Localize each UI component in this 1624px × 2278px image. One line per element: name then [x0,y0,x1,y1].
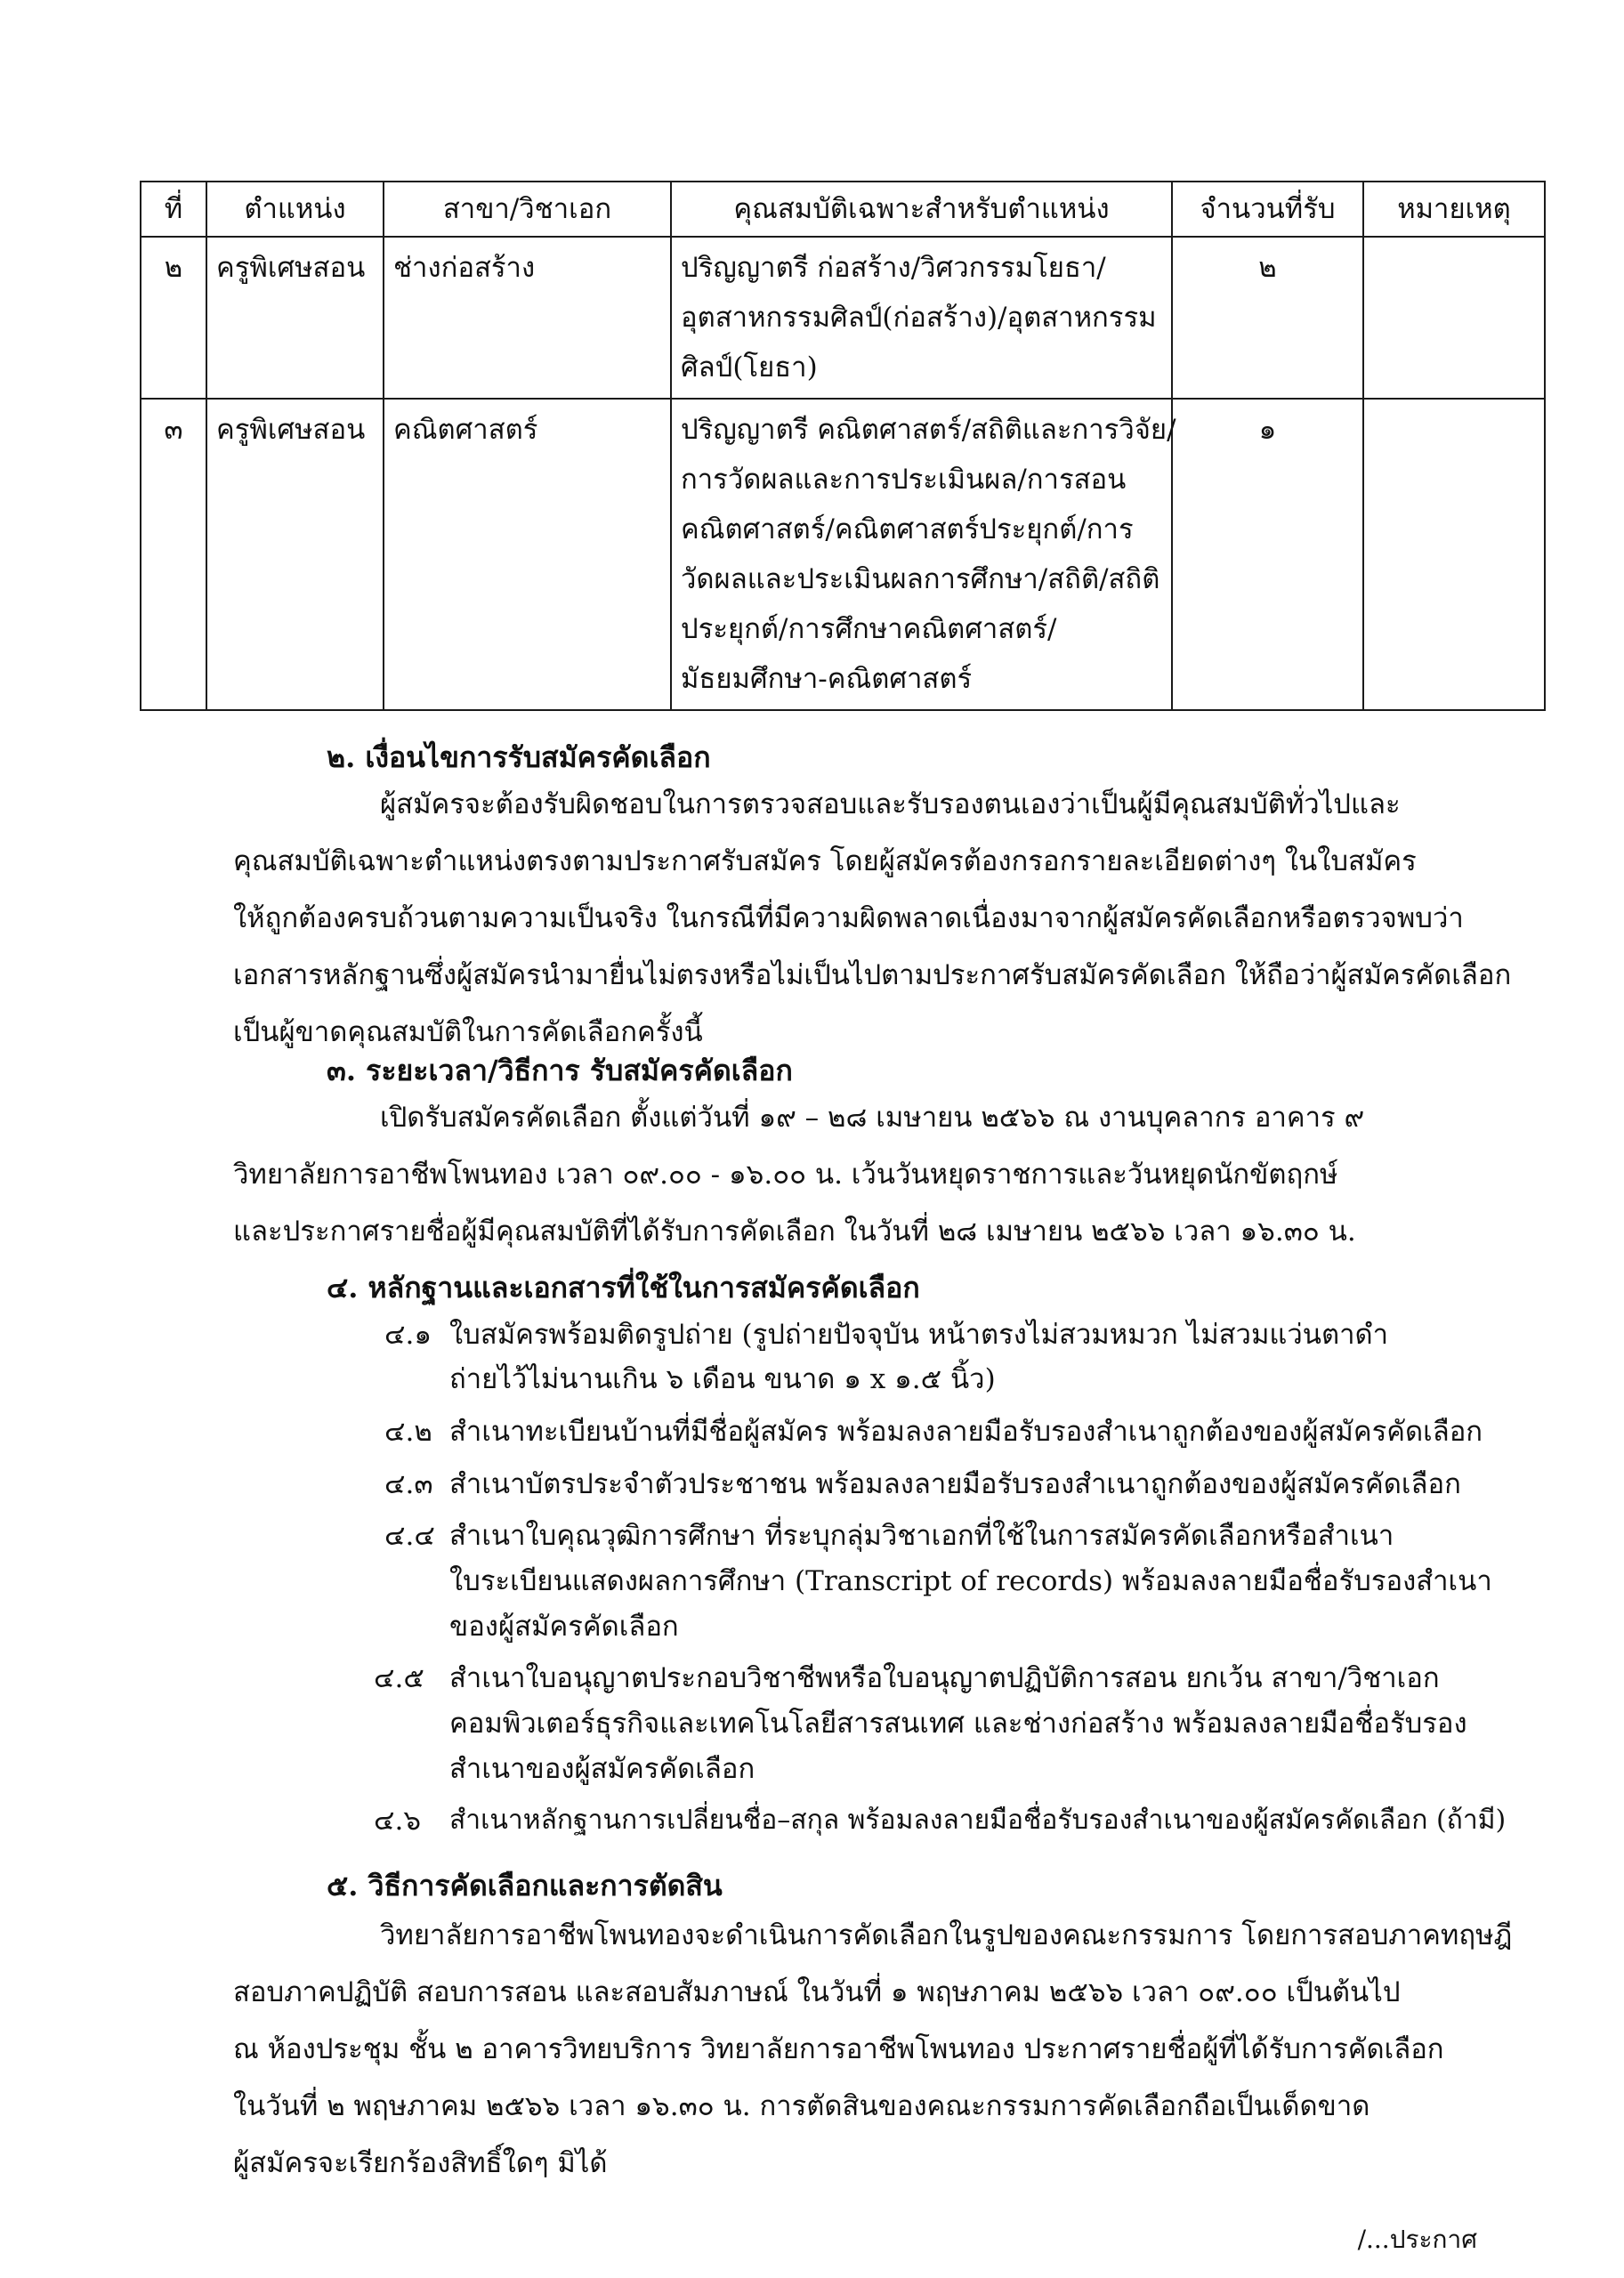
section-5-heading: ๕. วิธีการคัดเลือกและการตัดสิน [327,1869,723,1902]
section-2-line: เอกสารหลักฐานซึ่งผู้สมัครนำมายื่นไม่ตรงหรือไม่เป็นไปตามประกาศรับสมัครคัดเลือก ให้ถือว่าผู้สมัครคัดเลือก [233,959,1512,991]
next-page-marker: /...ประกาศ [1357,2225,1477,2254]
item-4-6-label: ๔.๖ [374,1805,421,1837]
item-4-4-line: สำเนาใบคุณวุฒิการศึกษา ที่ระบุกลุ่มวิชาเอกที่ใช้ในการสมัครคัดเลือกหรือสำเนา [449,1520,1394,1552]
header-qualification: คุณสมบัติเฉพาะสำหรับตำแหน่ง [671,182,1172,237]
table-header-row [141,182,1545,237]
table-row [141,237,1545,399]
cell-remark [1363,399,1545,710]
qualification-line: ปริญญาตรี คณิตศาสตร์/สถิติและการวิจัย/ [681,414,1176,446]
section-2-heading: ๒. เงื่อนไขการรับสมัครคัดเลือก [327,740,711,774]
section-5-line: สอบภาคปฏิบัติ สอบการสอน และสอบสัมภาษณ์ ในวันที่ ๑ พฤษภาคม ๒๕๖๖ เวลา ๐๙.๐๐ เป็นต้นไป [233,1976,1401,2008]
section-5-line: ผู้สมัครจะเรียกร้องสิทธิ์ใดๆ มิได้ [233,2147,608,2179]
cell-remark [1363,237,1545,399]
item-4-4-label: ๔.๔ [384,1520,435,1552]
cell-qualification [671,399,1176,710]
cell-count: ๒ [1172,237,1363,399]
section-2-line: เป็นผู้ขาดคุณสมบัติในการคัดเลือกครั้งนี้ [233,1016,703,1048]
qualification-line: ศิลป์(โยธา) [681,351,818,384]
section-5-line: วิทยาลัยการอาชีพโพนทองจะดำเนินการคัดเลือกในรูปของคณะกรรมการ โดยการสอบภาคทฤษฎี [380,1919,1513,1951]
item-4-3-line: สำเนาบัตรประจำตัวประชาชน พร้อมลงลายมือรับรองสำเนาถูกต้องของผู้สมัครคัดเลือก [449,1468,1461,1500]
section-2-line: ผู้สมัครจะต้องรับผิดชอบในการตรวจสอบและรับรองตนเองว่าเป็นผู้มีคุณสมบัติทั่วไปและ [380,788,1401,820]
qualification-line: ประยุกต์/การศึกษาคณิตศาสตร์/ [681,613,1057,645]
item-4-1-line: ถ่ายไว้ไม่นานเกิน ๖ เดือน ขนาด ๑ x ๑.๕ นิ้ว) [449,1363,996,1395]
cell-qualification [671,237,1172,399]
item-4-5-line: สำเนาใบอนุญาตประกอบวิชาชีพหรือใบอนุญาตปฏิบัติการสอน ยกเว้น สาขา/วิชาเอก [449,1662,1440,1694]
item-4-1-line: ใบสมัครพร้อมติดรูปถ่าย (รูปถ่ายปัจจุบัน หน้าตรงไม่สวมหมวก ไม่สวมแว่นตาดำ [449,1319,1389,1351]
header-position: ตำแหน่ง [206,182,384,237]
section-5-line: ในวันที่ ๒ พฤษภาคม ๒๕๖๖ เวลา ๑๖.๓๐ น. การตัดสินของคณะกรรมการคัดเลือกถือเป็นเด็ดขาด [233,2090,1370,2122]
item-4-5-line: คอมพิวเตอร์ธุรกิจและเทคโนโลยีสารสนเทศ และช่างก่อสร้าง พร้อมลงลายมือชื่อรับรอง [449,1708,1467,1740]
section-2-line: ให้ถูกต้องครบถ้วนตามความเป็นจริง ในกรณีที่มีความผิดพลาดเนื่องมาจากผู้สมัครคัดเลือกหรือตรวจพบว่า [233,902,1464,934]
section-2-line: คุณสมบัติเฉพาะตำแหน่งตรงตามประกาศรับสมัคร โดยผู้สมัครต้องกรอกรายละเอียดต่างๆ ในใบสมัคร [233,845,1417,877]
qualification-line: วัดผลและประเมินผลการศึกษา/สถิติ/สถิติ [681,563,1160,595]
item-4-1-label: ๔.๑ [384,1319,432,1351]
header-no: ที่ [141,182,206,237]
qualification-line: อุตสาหกรรมศิลป์(ก่อสร้าง)/อุตสาหกรรม [681,302,1157,334]
item-4-2-label: ๔.๒ [384,1416,432,1448]
cell-position: ครูพิเศษสอน [206,237,384,399]
cell-major: ช่างก่อสร้าง [384,237,671,399]
cell-no: ๒ [141,237,206,399]
header-major: สาขา/วิชาเอก [384,182,671,237]
section-3-line: เปิดรับสมัครคัดเลือก ตั้งแต่วันที่ ๑๙ – ๒๘ เมษายน ๒๕๖๖ ณ งานบุคลากร อาคาร ๙ [380,1102,1365,1134]
qualification-line: ปริญญาตรี ก่อสร้าง/วิศวกรรมโยธา/ [681,252,1106,284]
header-count: จำนวนที่รับ [1172,182,1363,237]
item-4-4-line: ใบระเบียนแสดงผลการศึกษา (Transcript of records) พร้อมลงลายมือชื่อรับรองสำเนา [449,1565,1492,1597]
cell-no: ๓ [141,399,206,710]
section-3-heading: ๓. ระยะเวลา/วิธีการ รับสมัครคัดเลือก [327,1054,793,1087]
item-4-3-label: ๔.๓ [384,1468,433,1500]
cell-position: ครูพิเศษสอน [206,399,384,710]
section-5-line: ณ ห้องประชุม ชั้น ๒ อาคารวิทยบริการ วิทยาลัยการอาชีพโพนทอง ประกาศรายชื่อผู้ที่ได้รับการคัดเลือก [233,2033,1444,2065]
cell-major: คณิตศาสตร์ [384,399,671,710]
item-4-4-line: ของผู้สมัครคัดเลือก [449,1611,679,1643]
section-4-heading: ๔. หลักฐานและเอกสารที่ใช้ในการสมัครคัดเลือก [327,1271,920,1305]
header-remark: หมายเหตุ [1363,182,1545,237]
qualification-table [140,181,1546,711]
qualification-line: มัธยมศึกษา-คณิตศาสตร์ [681,663,973,695]
qualification-line: คณิตศาสตร์/คณิตศาสตร์ประยุกต์/การ [681,513,1134,545]
qualification-line: การวัดผลและการประเมินผล/การสอน [681,464,1127,496]
item-4-6-line: สำเนาหลักฐานการเปลี่ยนชื่อ–สกุล พร้อมลงลายมือชื่อรับรองสำเนาของผู้สมัครคัดเลือก (ถ้ามี) [449,1805,1507,1836]
table-row [141,399,1545,710]
item-4-2-line: สำเนาทะเบียนบ้านที่มีชื่อผู้สมัคร พร้อมลงลายมือรับรองสำเนาถูกต้องของผู้สมัครคัดเลือก [449,1416,1483,1448]
section-3-line: และประกาศรายชื่อผู้มีคุณสมบัติที่ได้รับการคัดเลือก ในวันที่ ๒๘ เมษายน ๒๕๖๖ เวลา ๑๖.๓๐ น. [233,1216,1356,1248]
item-4-5-label: ๔.๕ [374,1662,424,1694]
section-3-line: วิทยาลัยการอาชีพโพนทอง เวลา ๐๙.๐๐ - ๑๖.๐๐ น. เว้นวันหยุดราชการและวันหยุดนักขัตฤกษ์ [233,1159,1338,1191]
cell-count: ๑ [1172,399,1363,710]
item-4-5-line: สำเนาของผู้สมัครคัดเลือก [449,1753,755,1785]
